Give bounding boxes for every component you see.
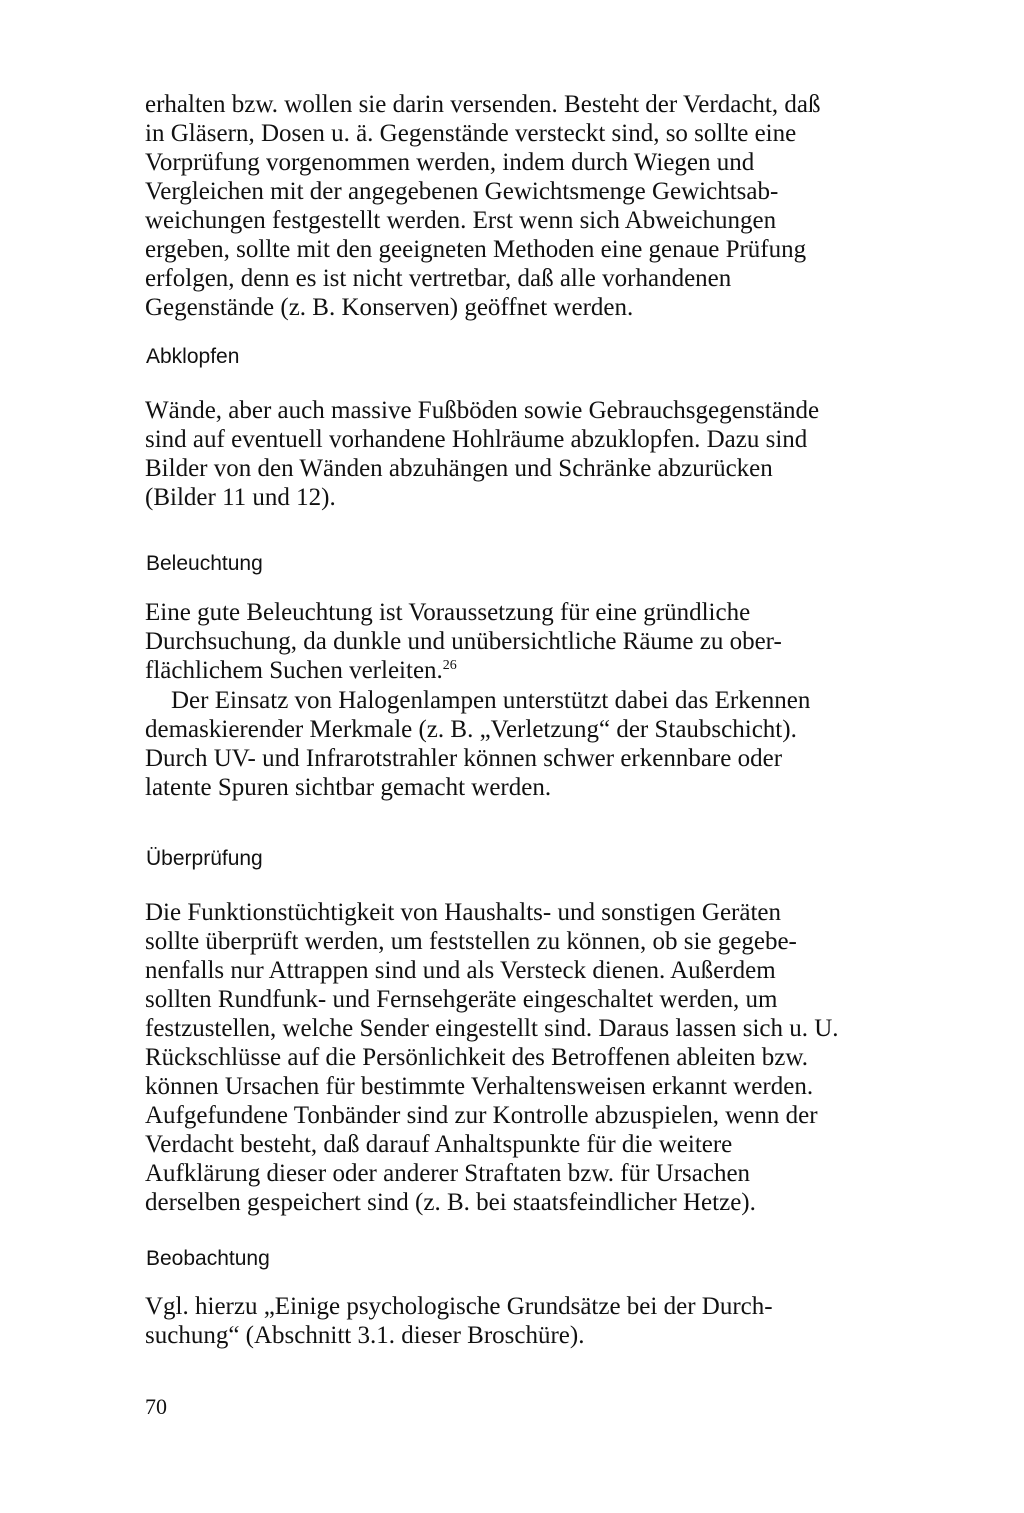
paragraph-abklopfen: Wände, aber auch massive Fußböden sowie Gebrauchsgegenstände sind auf eventuell vorhandene Hohlräume abzuklopfen. Dazu sind Bilder von den Wänden abzuhängen und Schränke abzurücken (Bilder 11 und 12). [145,397,820,511]
heading-beleuchtung: Beleuchtung [146,552,263,575]
paragraph-halogenlampen: Der Einsatz von Halogenlampen unterstützt dabei das Erkennen demaskierender Merkmale (z. B. „Verletzung“ der Staubschicht). Durch UV- und Infrarotstrahler können schwer erkennbare oder latente Spuren sichtbar gemacht werden. [145,687,811,801]
intro-paragraph: erhalten bzw. wollen sie darin versenden. Besteht der Verdacht, daß in Gläsern, Dosen u. ä. Gegenstände versteckt sind, so sollte eine Vorprüfung vorgenommen werden, indem durch Wiegen und Vergleichen mit der angegebenen Gewichtsmenge Gewichtsab- weichungen festgestellt werden. Erst wenn sich Abweichungen ergeben, sollte mit den geeigneten Methoden eine genaue Prüfung erfolgen, denn es ist nicht vertretbar, daß alle vorhandenen Gegenstände (z. B. Konserven) geöffnet werden. [145,91,821,321]
heading-beobachtung: Beobachtung [146,1247,270,1270]
paragraph-beleuchtung [145,598,953,685]
heading-abklopfen: Abklopfen [146,345,240,368]
paragraph-beobachtung: Vgl. hierzu „Einige psychologische Grundsätze bei der Durch- suchung“ (Abschnitt 3.1. dieser Broschüre). [145,1293,773,1349]
footnote-reference: 26 [442,658,457,673]
paragraph-beleuchtung-text: Eine gute Beleuchtung ist Voraussetzung für eine gründliche Durchsuchung, da dunkle und unübersichtliche Räume zu ober- flächlichem Suchen verleiten. [145,599,782,684]
paragraph-ueberpruefung: Die Funktionstüchtigkeit von Haushalts- und sonstigen Geräten sollte überprüft werden, um feststellen zu können, ob sie gegebe- nenfalls nur Attrappen sind und als Versteck dienen. Außerdem sollten Rundfunk- und Fernsehgeräte eingeschaltet werden, um festzustellen, welche Sender eingestellt sind. Daraus lassen sich u. U. Rückschlüsse auf die Persönlichkeit des Betroffenen ableiten bzw. können Ursachen für bestimmte Verhaltensweisen erkannt werden. Aufgefundene Tonbänder sind zur Kontrolle abzuspielen, wenn der Verdacht besteht, daß darauf Anhaltspunkte für die weitere Aufklärung dieser oder anderer Straftaten bzw. für Ursachen derselben gespeichert sind (z. B. bei staatsfeindlicher Hetze). [145,899,839,1216]
heading-ueberpruefung: Überprüfung [146,847,263,870]
page-number: 70 [145,1394,167,1419]
